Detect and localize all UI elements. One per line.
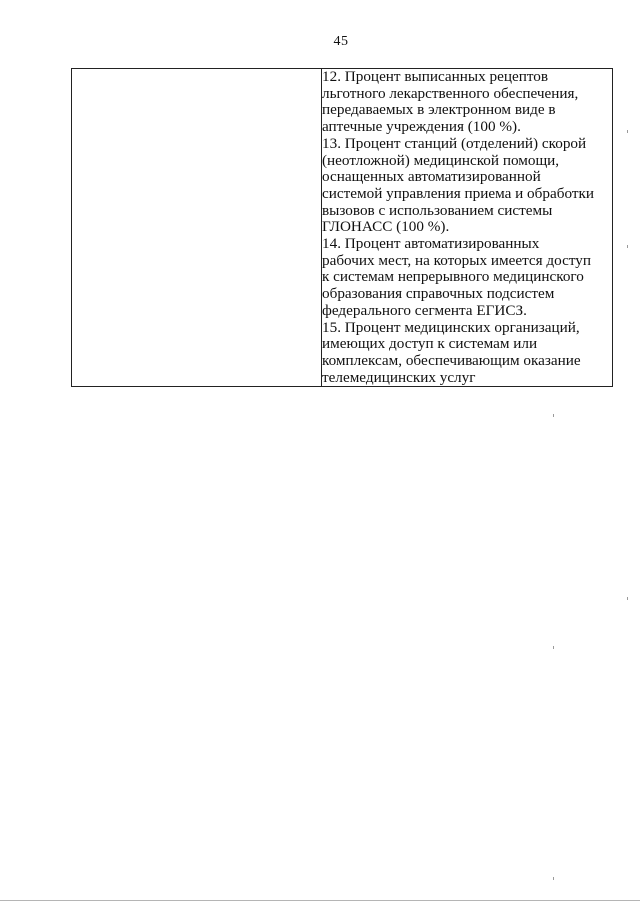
table-cell-right [322,69,613,387]
scan-speck [553,646,554,649]
page-number: 45 [333,34,349,49]
table-cell-left [72,69,322,387]
indicator-item-15: 15. Процент медицинских организаций, имеющих доступ к системам или комплексам, обеспечивающим оказание телемедицинских услуг [322,318,581,386]
indicator-table [71,68,613,387]
scan-speck [553,877,554,880]
scan-speck [627,597,628,600]
scan-speck [627,130,628,133]
indicator-item-13: 13. Процент станций (отделений) скорой (неотложной) медицинской помощи, оснащенных автоматизированной системой управления приема и обработки вызовов с использованием системы ГЛОНАСС (100 %). [322,134,594,236]
scan-speck [627,245,628,248]
table-row [72,69,613,387]
indicator-item-12: 12. Процент выписанных рецептов льготного лекарственного обеспечения, передаваемых в электронном виде в аптечные учреждения (100 %). [322,68,579,136]
scan-speck [553,414,554,417]
indicator-item-14: 14. Процент автоматизированных рабочих мест, на которых имеется доступ к системам непрерывного медицинского образования справочных подсистем федерального сегмента ЕГИСЗ. [322,235,592,319]
page-bottom-edge [0,900,640,901]
